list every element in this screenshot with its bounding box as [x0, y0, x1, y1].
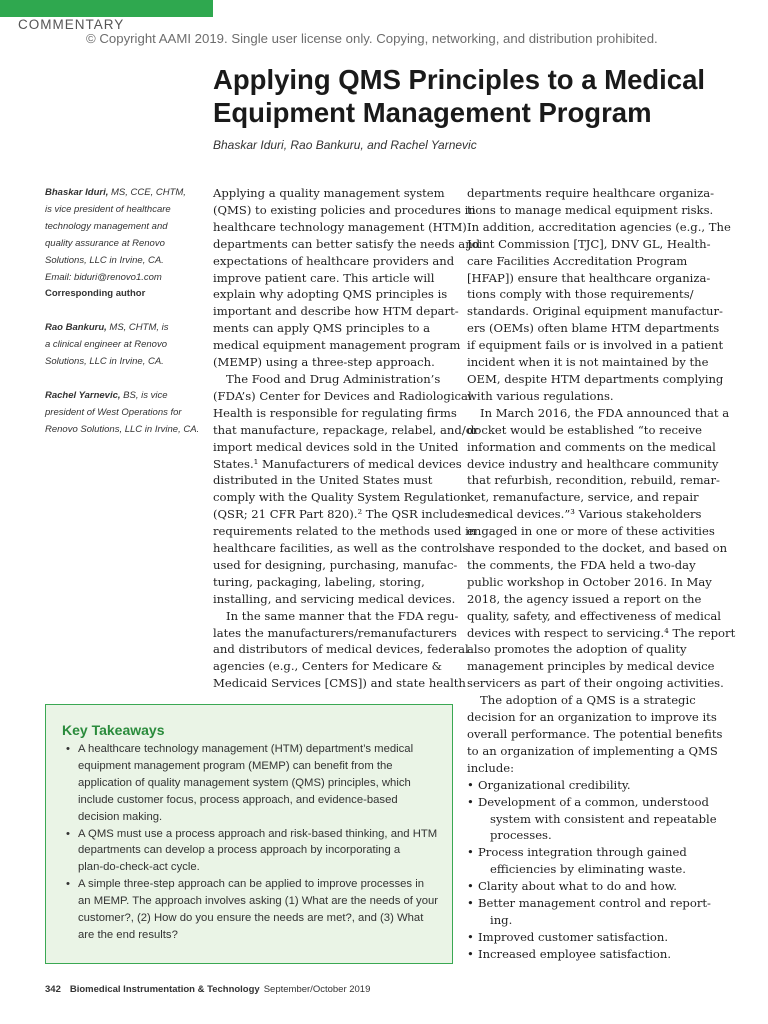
body-line: and distributors of medical devices, federal — [213, 642, 469, 657]
body-line: (QSR; 21 CFR Part 820).² The QSR includes — [213, 507, 471, 522]
body-line: distributed in the United States must — [213, 473, 433, 488]
author-byline: Bhaskar Iduri, Rao Bankuru, and Rachel Yarnevic — [213, 138, 477, 152]
body-line: with various regulations. — [467, 388, 614, 403]
body-line: decision for an organization to improve its — [467, 710, 717, 725]
body-line: lates the manufacturers/remanufacturers — [213, 625, 457, 640]
key-takeaways-title: Key Takeaways — [62, 722, 165, 738]
body-line: The Food and Drug Administration’s — [226, 371, 441, 386]
benefit-list-line: system with consistent and repeatable — [490, 811, 717, 826]
body-line: medical devices.”³ Various stakeholders — [467, 507, 702, 522]
body-line: if equipment fails or is involved in a patient — [467, 338, 724, 353]
body-line: The adoption of a QMS is a strategic — [480, 693, 696, 708]
takeaway-line: are the end results? — [78, 928, 178, 941]
author-bio — [45, 388, 205, 439]
benefit-list-item: • Development of a common, understood — [467, 794, 715, 811]
body-line: departments require healthcare organiza- — [467, 186, 715, 200]
bio-line: technology management and — [45, 220, 168, 232]
body-line: In March 2016, the FDA announced that a — [480, 405, 730, 420]
bio-line: Solutions, LLC in Irvine, CA. — [45, 254, 164, 266]
body-column-2 — [467, 185, 736, 963]
body-line: medical equipment management program — [213, 338, 461, 353]
section-label: COMMENTARY — [18, 17, 125, 32]
title-line: Equipment Management Program — [213, 96, 652, 128]
body-line: requirements related to the methods used in — [213, 524, 477, 539]
body-line: ket, remanufacture, service, and repair — [467, 490, 699, 505]
takeaway-line: • A simple three-step approach can be applied to improve processes in — [78, 878, 425, 891]
body-line: explain why adopting QMS principles is — [213, 287, 448, 302]
body-line: devices with respect to servicing.⁴ The report — [467, 625, 736, 640]
body-line: In addition, accreditation agencies (e.g., The — [467, 219, 731, 234]
takeaway-line: include customer focus, process approach, and evidence-based — [78, 793, 398, 806]
body-line: overall performance. The potential benefits — [467, 727, 723, 741]
body-line: healthcare technology management (HTM) — [213, 219, 467, 234]
body-line: Health is responsible for regulating firms — [213, 405, 457, 420]
body-line: import medical devices sold in the United — [213, 439, 459, 454]
bio-line: BS, is vice — [120, 389, 168, 401]
key-takeaways-box — [45, 704, 453, 964]
takeaway-item — [62, 826, 436, 877]
body-line: tions to manage medical equipment risks. — [467, 202, 714, 217]
body-line: information and comments on the medical — [467, 439, 716, 454]
author-name: Rachel Yarnevic, — [45, 389, 121, 401]
copyright-notice: © Copyright AAMI 2019. Single user license only. Copying, networking, and distribution prohibited. — [86, 31, 658, 46]
benefit-list-item: • Increased employee satisfaction. — [467, 946, 715, 963]
takeaway-line: plan-do-check-act cycle. — [78, 861, 200, 874]
bio-line: quality assurance at Renovo — [45, 237, 165, 249]
body-line: (MEMP) using a three-step approach. — [213, 355, 435, 370]
author-bios — [45, 185, 205, 455]
body-line: ers (OEMs) often blame HTM departments — [467, 321, 720, 336]
article-title — [213, 64, 743, 129]
corresponding-author-label: Corresponding author — [45, 288, 146, 300]
author-email[interactable]: Email: biduri@renovo1.com — [45, 271, 162, 283]
body-line: that refurbish, recondition, rebuild, remar- — [467, 473, 720, 488]
benefit-list-item: • Organizational credibility. — [467, 777, 715, 794]
body-line: incident when it is not maintained by the — [467, 355, 709, 370]
body-line: servicers as part of their ongoing activities. — [467, 676, 724, 691]
journal-name: Biomedical Instrumentation & Technology — [69, 984, 260, 995]
body-line: turing, packaging, labeling, storing, — [213, 574, 425, 589]
takeaway-line: • A QMS must use a process approach and risk-based thinking, and HTM — [78, 827, 438, 840]
body-line: public workshop in October 2016. In May — [467, 574, 712, 589]
body-line: departments can better satisfy the needs and — [213, 236, 481, 251]
takeaway-line: departments can develop a process approach by incorporating a — [78, 844, 401, 857]
body-line: [HFAP]) ensure that healthcare organiza- — [467, 270, 711, 285]
title-line: Applying QMS Principles to a Medical — [213, 64, 706, 95]
page-number: 342 — [45, 984, 61, 995]
body-line: (FDA’s) Center for Devices and Radiological — [213, 388, 472, 403]
bio-line: president of West Operations for — [45, 406, 182, 418]
takeaway-item — [62, 876, 439, 944]
body-line: Medicaid Services [CMS]) and state health — [213, 676, 466, 691]
issue-date: September/October 2019 — [263, 984, 371, 995]
body-line: engaged in one or more of these activities — [467, 524, 715, 539]
body-line: tions comply with those requirements/ — [467, 287, 694, 302]
body-line: 2018, the agency issued a report on the — [467, 591, 702, 606]
bio-line: Renovo Solutions, LLC in Irvine, CA. — [45, 423, 200, 435]
takeaway-line: customer?, (2) How do you ensure the needs are met?, and (3) What — [78, 912, 424, 925]
body-line: ments can apply QMS principles to a — [213, 321, 431, 336]
body-line: quality, safety, and effectiveness of medical — [467, 608, 721, 623]
body-line: improve patient care. This article will — [213, 270, 435, 285]
benefit-list-line: ing. — [490, 912, 513, 927]
benefit-list-item: • Better management control and report- — [467, 895, 715, 912]
body-line: Joint Commission [TJC], DNV GL, Health- — [467, 236, 711, 251]
benefit-list-item: • Process integration through gained — [467, 844, 715, 861]
body-line: expectations of healthcare providers and — [213, 253, 455, 268]
body-line: include: — [467, 760, 515, 775]
body-line: Applying a quality management system — [213, 186, 445, 200]
bio-line: is vice president of healthcare — [45, 203, 171, 215]
body-line: comply with the Quality System Regulation — [213, 490, 468, 505]
body-line: device industry and healthcare community — [467, 456, 719, 471]
author-name: Rao Bankuru, — [45, 322, 107, 334]
bio-line: Solutions, LLC in Irvine, CA. — [45, 356, 164, 368]
body-line: the comments, the FDA held a two-day — [467, 557, 696, 572]
section-color-bar — [0, 0, 213, 17]
body-line: installing, and servicing medical devices. — [213, 591, 456, 606]
body-line: (QMS) to existing policies and procedures in — [213, 202, 476, 217]
body-line: used for designing, purchasing, manufac- — [213, 557, 458, 572]
body-line: important and describe how HTM depart- — [213, 304, 459, 319]
takeaway-line: an MEMP. The approach involves asking (1) What are the needs of your — [78, 895, 439, 908]
body-line: have responded to the docket, and based on — [467, 541, 728, 556]
benefit-list-item: • Clarity about what to do and how. — [467, 878, 715, 895]
takeaway-line: equipment management program (MEMP) can benefit from the — [78, 759, 393, 772]
author-bio — [45, 185, 205, 303]
body-column-1 — [213, 185, 481, 692]
takeaway-line: decision making. — [78, 810, 163, 823]
body-line: that manufacture, repackage, relabel, and/or — [213, 422, 479, 437]
benefit-list-line: efficiencies by eliminating waste. — [490, 862, 686, 877]
body-line: care Facilities Accreditation Program — [467, 253, 688, 268]
body-line: also promotes the adoption of quality — [467, 642, 687, 657]
takeaway-item — [62, 741, 436, 826]
bio-line: MS, CHTM, is — [106, 322, 169, 334]
body-line: docket would be established “to receive — [467, 422, 703, 437]
key-takeaways-list — [62, 741, 439, 944]
body-line: States.¹ Manufacturers of medical devices — [213, 456, 462, 471]
body-line: OEM, despite HTM departments complying — [467, 371, 724, 386]
body-line: to an organization of implementing a QMS — [467, 743, 718, 758]
takeaway-line: application of quality management system (QMS) principles, which — [78, 776, 411, 789]
page-footer — [45, 984, 370, 995]
body-line: In the same manner that the FDA regu- — [226, 608, 459, 623]
benefit-list-line: processes. — [490, 828, 552, 843]
bio-line: a clinical engineer at Renovo — [45, 339, 167, 351]
body-line: agencies (e.g., Centers for Medicare & — [213, 659, 442, 674]
body-line: management principles by medical device — [467, 659, 715, 674]
author-name: Bhaskar Iduri, — [45, 187, 109, 198]
takeaway-line: • A healthcare technology management (HTM) department’s medical — [78, 743, 414, 755]
bio-line: MS, CCE, CHTM, — [108, 187, 186, 198]
body-line: standards. Original equipment manufactur- — [467, 304, 723, 319]
author-bio — [45, 320, 205, 371]
benefit-list-item: • Improved customer satisfaction. — [467, 929, 715, 946]
body-line: healthcare facilities, as well as the controls — [213, 541, 469, 556]
